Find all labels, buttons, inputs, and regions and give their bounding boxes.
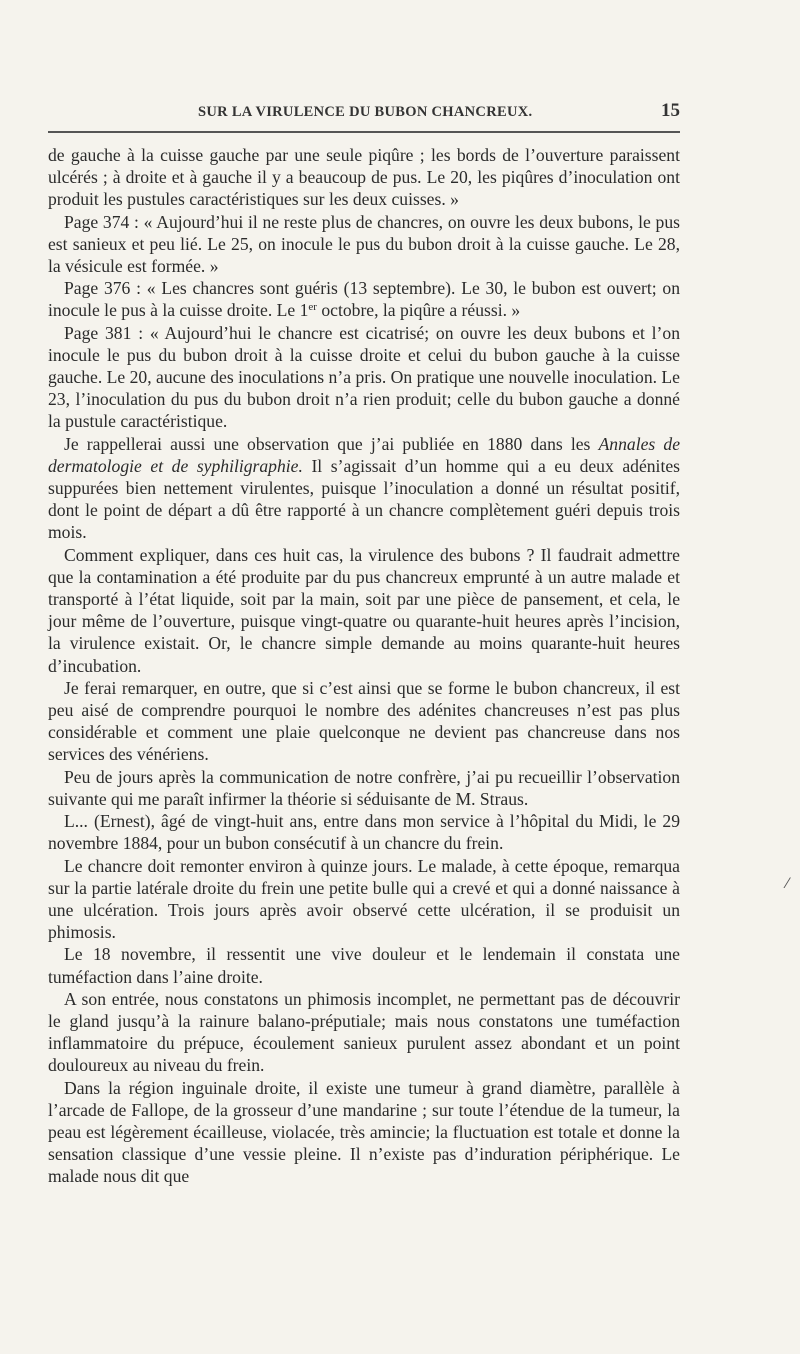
paragraph: Peu de jours après la communication de notre confrère, j’ai pu recueillir l’observation suivante qui me paraît infirmer la théorie si séduisante de M. Straus. [48,766,680,809]
paragraph-text: Je rappellerai aussi une observation que j’ai publiée en 1880 dans les [64,433,599,454]
page-number: 15 [661,100,680,121]
paragraph: Je ferai remarquer, en outre, que si c’est ainsi que se forme le bubon chancreux, il est peu aisé de comprendre pourquoi le nombre des adénites chancreuses n’est pas plus considérable et comment une plaie quelconque ne devient pas chancreuse dans nos services des vénériens. [48,677,680,765]
paragraph: Le chancre doit remonter environ à quinze jours. Le malade, à cette époque, remarqua sur la partie latérale droite du frein une petite bulle qui a crevé et qui a donné naissance à une ulcération. Trois jours après avoir observé cette ulcération, il se produisit un phimosis. [48,855,680,943]
paragraph: Comment expliquer, dans ces huit cas, la virulence des bubons ? Il faudrait admettre que la contamination a été produite par du pus chancreux emprunté à un autre malade et transporté à l’état liquide, soit par la main, soit par une pièce de pansement, et cela, le jour même de l’ouverture, puisque vingt-quatre ou quarante-huit heures après l’incision, la virulence existait. Or, le chancre simple demande au moins quarante-huit heures d’incubation. [48,544,680,676]
paragraph: de gauche à la cuisse gauche par une seule piqûre ; les bords de l’ouverture paraissent ulcérés ; à droite et à gauche il y a beaucoup de pus. Le 20, les piqûres d’inoculation ont produit les pustules caractéristiques sur les deux cuisses. » [48,145,680,210]
paragraph: L... (Ernest), âgé de vingt-huit ans, entre dans mon service à l’hôpital du Midi, le 29 novembre 1884, pour un bubon consécutif à un chancre du frein. [48,811,680,854]
paragraph [48,433,680,544]
body-text [48,144,680,1188]
paragraph-text: octobre, la piqûre a réussi. » [316,300,521,321]
journal-title: Annales de dermatologie et de syphiligraphie. [48,433,680,476]
running-title: SUR LA VIRULENCE DU BUBON CHANCREUX. [198,104,533,120]
paragraph: A son entrée, nous constatons un phimosis incomplet, ne permettant pas de découvrir le gland jusqu’à la rainure balano-préputiale; mais nous constatons une tuméfaction inflammatoire du prépuce, écoulement sanieux purulent assez abondant et un point douloureux au niveau du frein. [48,988,680,1076]
header-rule [48,131,680,133]
page-header [48,98,680,126]
paragraph: Page 381 : « Aujourd’hui le chancre est cicatrisé; on ouvre les deux bubons et l’on inocule le pus du bubon droit à la cuisse droite et celui du bubon gauche à la cuisse gauche. Le 20, aucune des inoculations n’a pris. On pratique une nouvelle inoculation. Le 23, l’inoculation du pus du bubon droit n’a rien produit; celle du bubon gauche a donné la pustule caractéristique. [48,322,680,432]
paragraph: Dans la région inguinale droite, il existe une tumeur à grand diamètre, parallèle à l’arcade de Fallope, de la grosseur d’une mandarine ; sur toute l’étendue de la tumeur, la peau est légèrement écailleuse, violacée, très amincie; la fluctuation est totale et donne la sensation classique d’une vessie pleine. Il n’existe pas d’induration périphérique. Le malade nous dit que [48,1077,680,1187]
superscript: er [308,301,317,314]
paragraph [48,277,680,321]
paragraph-text: Page 376 : « Les chancres sont guéris (13 septembre). Le 30, le bubon est ouvert; on inocule le pus à la cuisse droite. Le 1 [48,278,680,321]
paragraph-text: Il s’agissait d’un homme qui a eu deux adénites suppurées bien nettement virulentes, puisque l’inoculation a donné un résultat positif, dont le point de départ a dû être rapporté à un chancre complètement guéri depuis trois mois. [48,455,680,543]
margin-mark: ⁄ [786,876,789,892]
paragraph: Page 374 : « Aujourd’hui il ne reste plus de chancres, on ouvre les deux bubons, le pus est sanieux et peu lié. Le 25, on inocule le pus du bubon droit à la cuisse gauche. Le 28, la vésicule est formée. » [48,211,680,277]
paragraph: Le 18 novembre, il ressentit une vive douleur et le lendemain il constata une tuméfaction dans l’aine droite. [48,944,680,987]
